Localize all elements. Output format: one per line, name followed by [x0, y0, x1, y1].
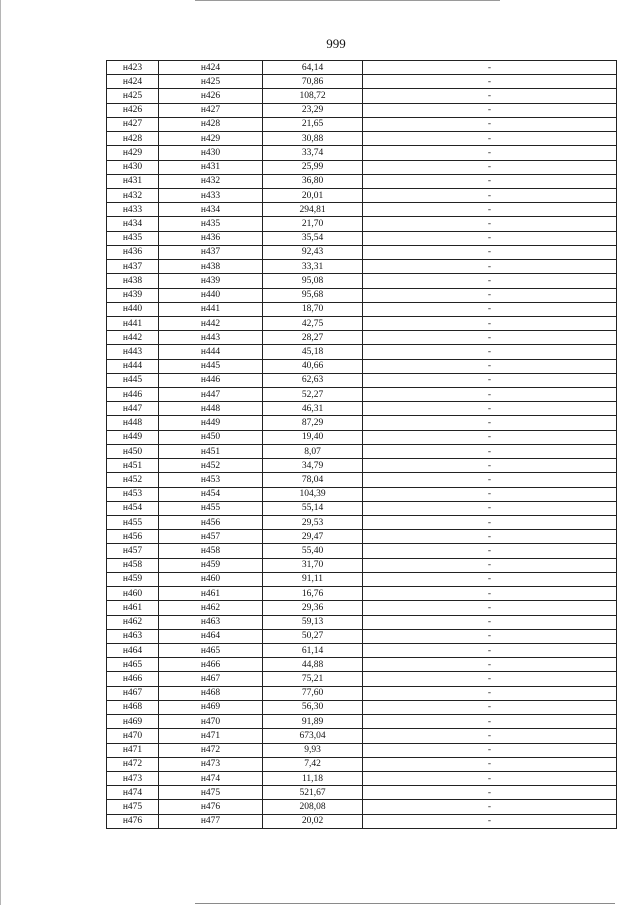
table-row — [107, 373, 617, 387]
distance-cell: 62,63 — [263, 373, 363, 387]
table-row — [107, 117, 617, 131]
from-point-cell: н430 — [107, 160, 159, 174]
from-point-cell: н449 — [107, 430, 159, 444]
to-point-cell: н445 — [159, 359, 263, 373]
to-point-cell: н460 — [159, 572, 263, 586]
from-point-cell: н431 — [107, 174, 159, 188]
table-row — [107, 700, 617, 714]
to-point-cell: н446 — [159, 373, 263, 387]
distance-cell: 40,66 — [263, 359, 363, 373]
to-point-cell: н448 — [159, 402, 263, 416]
note-cell: - — [363, 316, 617, 330]
note-cell: - — [363, 643, 617, 657]
distance-cell: 45,18 — [263, 345, 363, 359]
to-point-cell: н428 — [159, 117, 263, 131]
table-row — [107, 729, 617, 743]
to-point-cell: н469 — [159, 700, 263, 714]
from-point-cell: н467 — [107, 686, 159, 700]
from-point-cell: н459 — [107, 572, 159, 586]
note-cell: - — [363, 117, 617, 131]
to-point-cell: н430 — [159, 146, 263, 160]
table-row — [107, 288, 617, 302]
table-row — [107, 658, 617, 672]
table-row — [107, 501, 617, 515]
from-point-cell: н471 — [107, 743, 159, 757]
table-row — [107, 103, 617, 117]
to-point-cell: н435 — [159, 217, 263, 231]
note-cell: - — [363, 629, 617, 643]
distance-cell: 36,80 — [263, 174, 363, 188]
note-cell: - — [363, 416, 617, 430]
from-point-cell: н450 — [107, 444, 159, 458]
table-row — [107, 572, 617, 586]
note-cell: - — [363, 188, 617, 202]
note-cell: - — [363, 75, 617, 89]
note-cell: - — [363, 729, 617, 743]
note-cell: - — [363, 260, 617, 274]
from-point-cell: н458 — [107, 558, 159, 572]
to-point-cell: н459 — [159, 558, 263, 572]
table-row — [107, 473, 617, 487]
distance-cell: 294,81 — [263, 203, 363, 217]
to-point-cell: н433 — [159, 188, 263, 202]
to-point-cell: н424 — [159, 61, 263, 75]
note-cell: - — [363, 544, 617, 558]
from-point-cell: н453 — [107, 487, 159, 501]
distance-cell: 29,53 — [263, 516, 363, 530]
page-number: 999 — [326, 36, 346, 51]
to-point-cell: н427 — [159, 103, 263, 117]
note-cell: - — [363, 217, 617, 231]
table-row — [107, 331, 617, 345]
table-row — [107, 174, 617, 188]
from-point-cell: н441 — [107, 316, 159, 330]
note-cell: - — [363, 800, 617, 814]
table-row — [107, 444, 617, 458]
to-point-cell: н477 — [159, 814, 263, 828]
note-cell: - — [363, 103, 617, 117]
note-cell: - — [363, 402, 617, 416]
to-point-cell: н456 — [159, 516, 263, 530]
from-point-cell: н434 — [107, 217, 159, 231]
distance-cell: 87,29 — [263, 416, 363, 430]
note-cell: - — [363, 444, 617, 458]
table-row — [107, 217, 617, 231]
to-point-cell: н429 — [159, 132, 263, 146]
note-cell: - — [363, 430, 617, 444]
to-point-cell: н464 — [159, 629, 263, 643]
distance-cell: 29,47 — [263, 530, 363, 544]
from-point-cell: н427 — [107, 117, 159, 131]
from-point-cell: н426 — [107, 103, 159, 117]
table-row — [107, 75, 617, 89]
table-row — [107, 416, 617, 430]
distance-cell: 95,68 — [263, 288, 363, 302]
table-row — [107, 61, 617, 75]
to-point-cell: н439 — [159, 274, 263, 288]
from-point-cell: н460 — [107, 587, 159, 601]
to-point-cell: н454 — [159, 487, 263, 501]
to-point-cell: н436 — [159, 231, 263, 245]
distance-cell: 21,65 — [263, 117, 363, 131]
note-cell: - — [363, 501, 617, 515]
distance-cell: 35,54 — [263, 231, 363, 245]
from-point-cell: н423 — [107, 61, 159, 75]
distance-cell: 78,04 — [263, 473, 363, 487]
from-point-cell: н442 — [107, 331, 159, 345]
note-cell: - — [363, 359, 617, 373]
table-row — [107, 245, 617, 259]
distance-cell: 23,29 — [263, 103, 363, 117]
distance-cell: 21,70 — [263, 217, 363, 231]
distance-cell: 11,18 — [263, 771, 363, 785]
table-row — [107, 516, 617, 530]
distance-cell: 91,11 — [263, 572, 363, 586]
to-point-cell: н471 — [159, 729, 263, 743]
table-row — [107, 672, 617, 686]
distance-cell: 33,31 — [263, 260, 363, 274]
distance-cell: 92,43 — [263, 245, 363, 259]
table-row — [107, 743, 617, 757]
distance-cell: 30,88 — [263, 132, 363, 146]
to-point-cell: н425 — [159, 75, 263, 89]
note-cell: - — [363, 615, 617, 629]
table-row — [107, 800, 617, 814]
to-point-cell: н447 — [159, 388, 263, 402]
to-point-cell: н466 — [159, 658, 263, 672]
distance-cell: 64,14 — [263, 61, 363, 75]
to-point-cell: н431 — [159, 160, 263, 174]
to-point-cell: н457 — [159, 530, 263, 544]
to-point-cell: н434 — [159, 203, 263, 217]
note-cell: - — [363, 587, 617, 601]
to-point-cell: н426 — [159, 89, 263, 103]
from-point-cell: н461 — [107, 601, 159, 615]
note-cell: - — [363, 132, 617, 146]
from-point-cell: н435 — [107, 231, 159, 245]
note-cell: - — [363, 757, 617, 771]
from-point-cell: н425 — [107, 89, 159, 103]
distance-cell: 20,02 — [263, 814, 363, 828]
distance-cell: 521,67 — [263, 786, 363, 800]
to-point-cell: н440 — [159, 288, 263, 302]
distance-cell: 208,08 — [263, 800, 363, 814]
from-point-cell: н440 — [107, 302, 159, 316]
to-point-cell: н473 — [159, 757, 263, 771]
note-cell: - — [363, 245, 617, 259]
table-body — [107, 61, 617, 829]
from-point-cell: н473 — [107, 771, 159, 785]
distance-cell: 108,72 — [263, 89, 363, 103]
from-point-cell: н424 — [107, 75, 159, 89]
note-cell: - — [363, 174, 617, 188]
distance-cell: 19,40 — [263, 430, 363, 444]
to-point-cell: н475 — [159, 786, 263, 800]
to-point-cell: н468 — [159, 686, 263, 700]
from-point-cell: н448 — [107, 416, 159, 430]
table-row — [107, 160, 617, 174]
from-point-cell: н439 — [107, 288, 159, 302]
to-point-cell: н443 — [159, 331, 263, 345]
distance-cell: 8,07 — [263, 444, 363, 458]
note-cell: - — [363, 487, 617, 501]
note-cell: - — [363, 302, 617, 316]
from-point-cell: н475 — [107, 800, 159, 814]
table-row — [107, 388, 617, 402]
from-point-cell: н465 — [107, 658, 159, 672]
distance-cell: 77,60 — [263, 686, 363, 700]
table-row — [107, 146, 617, 160]
from-point-cell: н466 — [107, 672, 159, 686]
note-cell: - — [363, 558, 617, 572]
table-row — [107, 188, 617, 202]
from-point-cell: н452 — [107, 473, 159, 487]
to-point-cell: н472 — [159, 743, 263, 757]
table-row — [107, 487, 617, 501]
table-row — [107, 771, 617, 785]
distance-cell: 70,86 — [263, 75, 363, 89]
from-point-cell: н476 — [107, 814, 159, 828]
to-point-cell: н432 — [159, 174, 263, 188]
table-row — [107, 459, 617, 473]
note-cell: - — [363, 288, 617, 302]
distance-cell: 9,93 — [263, 743, 363, 757]
to-point-cell: н476 — [159, 800, 263, 814]
note-cell: - — [363, 388, 617, 402]
note-cell: - — [363, 814, 617, 828]
to-point-cell: н467 — [159, 672, 263, 686]
note-cell: - — [363, 345, 617, 359]
to-point-cell: н444 — [159, 345, 263, 359]
table-row — [107, 430, 617, 444]
to-point-cell: н463 — [159, 615, 263, 629]
table-row — [107, 615, 617, 629]
from-point-cell: н469 — [107, 715, 159, 729]
note-cell: - — [363, 715, 617, 729]
distance-cell: 673,04 — [263, 729, 363, 743]
note-cell: - — [363, 530, 617, 544]
distance-cell: 20,01 — [263, 188, 363, 202]
table-row — [107, 814, 617, 828]
from-point-cell: н444 — [107, 359, 159, 373]
table-row — [107, 203, 617, 217]
note-cell: - — [363, 686, 617, 700]
from-point-cell: н462 — [107, 615, 159, 629]
to-point-cell: н462 — [159, 601, 263, 615]
distance-cell: 59,13 — [263, 615, 363, 629]
distance-cell: 25,99 — [263, 160, 363, 174]
from-point-cell: н456 — [107, 530, 159, 544]
note-cell: - — [363, 146, 617, 160]
coordinates-table — [106, 60, 617, 829]
from-point-cell: н446 — [107, 388, 159, 402]
to-point-cell: н449 — [159, 416, 263, 430]
from-point-cell: н436 — [107, 245, 159, 259]
table-row — [107, 302, 617, 316]
from-point-cell: н443 — [107, 345, 159, 359]
distance-cell: 52,27 — [263, 388, 363, 402]
table-row — [107, 786, 617, 800]
table-row — [107, 132, 617, 146]
from-point-cell: н474 — [107, 786, 159, 800]
note-cell: - — [363, 516, 617, 530]
scan-edge-top — [195, 0, 500, 1]
note-cell: - — [363, 473, 617, 487]
to-point-cell: н438 — [159, 260, 263, 274]
distance-cell: 46,31 — [263, 402, 363, 416]
distance-cell: 104,39 — [263, 487, 363, 501]
table-row — [107, 231, 617, 245]
note-cell: - — [363, 459, 617, 473]
table-row — [107, 587, 617, 601]
note-cell: - — [363, 373, 617, 387]
from-point-cell: н438 — [107, 274, 159, 288]
distance-cell: 56,30 — [263, 700, 363, 714]
from-point-cell: н470 — [107, 729, 159, 743]
table-row — [107, 316, 617, 330]
distance-cell: 34,79 — [263, 459, 363, 473]
distance-cell: 29,36 — [263, 601, 363, 615]
to-point-cell: н451 — [159, 444, 263, 458]
to-point-cell: н461 — [159, 587, 263, 601]
table-row — [107, 544, 617, 558]
note-cell: - — [363, 203, 617, 217]
distance-cell: 61,14 — [263, 643, 363, 657]
table-row — [107, 359, 617, 373]
distance-cell: 18,70 — [263, 302, 363, 316]
distance-cell: 16,76 — [263, 587, 363, 601]
distance-cell: 50,27 — [263, 629, 363, 643]
table-row — [107, 629, 617, 643]
to-point-cell: н474 — [159, 771, 263, 785]
note-cell: - — [363, 231, 617, 245]
table-row — [107, 345, 617, 359]
distance-cell: 33,74 — [263, 146, 363, 160]
from-point-cell: н468 — [107, 700, 159, 714]
to-point-cell: н442 — [159, 316, 263, 330]
distance-cell: 7,42 — [263, 757, 363, 771]
to-point-cell: н453 — [159, 473, 263, 487]
from-point-cell: н463 — [107, 629, 159, 643]
table-row — [107, 686, 617, 700]
note-cell: - — [363, 700, 617, 714]
note-cell: - — [363, 672, 617, 686]
table-row — [107, 260, 617, 274]
table-row — [107, 402, 617, 416]
table-row — [107, 274, 617, 288]
from-point-cell: н457 — [107, 544, 159, 558]
distance-cell: 42,75 — [263, 316, 363, 330]
from-point-cell: н451 — [107, 459, 159, 473]
table-row — [107, 715, 617, 729]
scan-edge-bottom — [195, 903, 615, 904]
distance-cell: 91,89 — [263, 715, 363, 729]
distance-cell: 44,88 — [263, 658, 363, 672]
from-point-cell: н447 — [107, 402, 159, 416]
from-point-cell: н433 — [107, 203, 159, 217]
from-point-cell: н454 — [107, 501, 159, 515]
note-cell: - — [363, 658, 617, 672]
note-cell: - — [363, 89, 617, 103]
table-row — [107, 89, 617, 103]
to-point-cell: н455 — [159, 501, 263, 515]
from-point-cell: н472 — [107, 757, 159, 771]
to-point-cell: н452 — [159, 459, 263, 473]
note-cell: - — [363, 572, 617, 586]
note-cell: - — [363, 601, 617, 615]
from-point-cell: н432 — [107, 188, 159, 202]
from-point-cell: н428 — [107, 132, 159, 146]
from-point-cell: н445 — [107, 373, 159, 387]
scan-edge-left — [0, 0, 1, 905]
distance-cell: 55,40 — [263, 544, 363, 558]
distance-cell: 31,70 — [263, 558, 363, 572]
table-row — [107, 757, 617, 771]
from-point-cell: н429 — [107, 146, 159, 160]
distance-cell: 75,21 — [263, 672, 363, 686]
table-row — [107, 558, 617, 572]
from-point-cell: н437 — [107, 260, 159, 274]
distance-cell: 95,08 — [263, 274, 363, 288]
note-cell: - — [363, 61, 617, 75]
note-cell: - — [363, 771, 617, 785]
to-point-cell: н458 — [159, 544, 263, 558]
table-row — [107, 530, 617, 544]
from-point-cell: н455 — [107, 516, 159, 530]
note-cell: - — [363, 274, 617, 288]
to-point-cell: н437 — [159, 245, 263, 259]
table-row — [107, 601, 617, 615]
note-cell: - — [363, 743, 617, 757]
note-cell: - — [363, 786, 617, 800]
note-cell: - — [363, 331, 617, 345]
distance-cell: 55,14 — [263, 501, 363, 515]
to-point-cell: н450 — [159, 430, 263, 444]
to-point-cell: н465 — [159, 643, 263, 657]
to-point-cell: н470 — [159, 715, 263, 729]
note-cell: - — [363, 160, 617, 174]
from-point-cell: н464 — [107, 643, 159, 657]
to-point-cell: н441 — [159, 302, 263, 316]
distance-cell: 28,27 — [263, 331, 363, 345]
table-row — [107, 643, 617, 657]
